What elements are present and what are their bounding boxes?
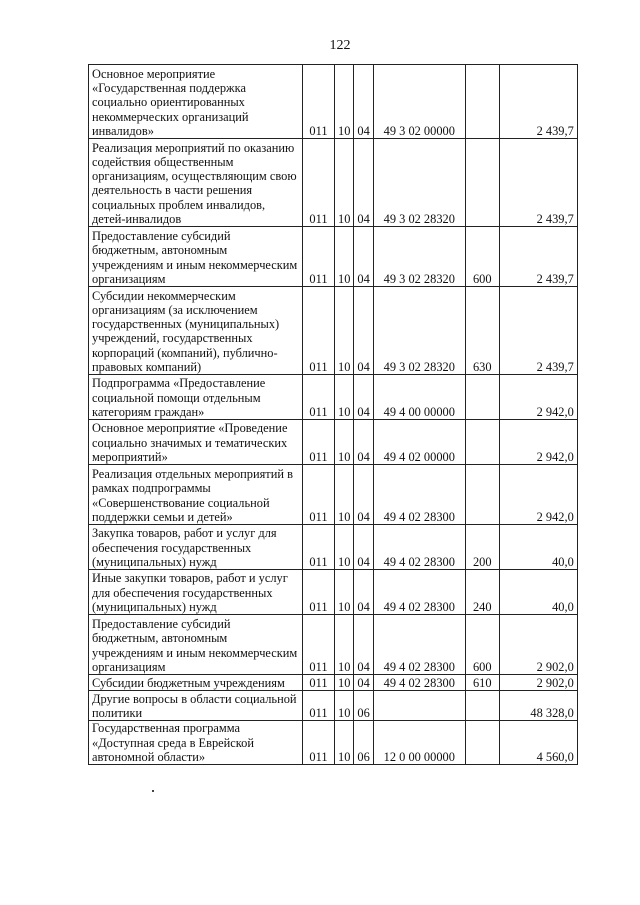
table-row (89, 721, 578, 765)
expense-type-code: 630 (465, 287, 499, 375)
expense-type-code (465, 721, 499, 765)
row-name: Реализация мероприятий по оказанию содействия общественным организациям, осуществляющим свою деятельность в части решения социальных проблем инвалидов, детей-инвалидов (89, 139, 303, 227)
section-code: 10 (335, 691, 354, 721)
expense-type-code (465, 420, 499, 465)
budget-table (88, 64, 578, 765)
amount: 2 439,7 (499, 287, 577, 375)
expense-type-code (465, 691, 499, 721)
expense-type-code: 200 (465, 525, 499, 570)
ministry-code: 011 (303, 721, 335, 765)
ministry-code: 011 (303, 465, 335, 525)
amount: 4 560,0 (499, 721, 577, 765)
section-code: 10 (335, 675, 354, 691)
row-name: Субсидии некоммерческим организациям (за исключением государственных (муниципальных) учреждений, государственных корпораций (компаний), публично-правовых компаний) (89, 287, 303, 375)
ministry-code: 011 (303, 420, 335, 465)
page-number: 122 (329, 38, 351, 53)
row-name: Иные закупки товаров, работ и услуг для обеспечения государственных (муниципальных) нужд (89, 570, 303, 615)
section-code: 10 (335, 227, 354, 287)
table-row (89, 287, 578, 375)
table-row (89, 139, 578, 227)
ministry-code: 011 (303, 227, 335, 287)
target-article-code: 49 4 02 28300 (373, 675, 465, 691)
subsection-code: 06 (354, 721, 373, 765)
row-name: Государственная программа «Доступная среда в Еврейской автономной области» (89, 721, 303, 765)
expense-type-code: 610 (465, 675, 499, 691)
amount: 48 328,0 (499, 691, 577, 721)
table-row (89, 420, 578, 465)
target-article-code: 49 4 02 28300 (373, 465, 465, 525)
amount: 40,0 (499, 570, 577, 615)
target-article-code: 49 4 02 28300 (373, 615, 465, 675)
subsection-code: 04 (354, 615, 373, 675)
subsection-code: 04 (354, 375, 373, 420)
ministry-code: 011 (303, 375, 335, 420)
expense-type-code (465, 139, 499, 227)
scan-speck (152, 790, 154, 792)
target-article-code: 49 3 02 28320 (373, 139, 465, 227)
subsection-code: 04 (354, 570, 373, 615)
ministry-code: 011 (303, 691, 335, 721)
amount: 2 942,0 (499, 465, 577, 525)
target-article-code: 12 0 00 00000 (373, 721, 465, 765)
target-article-code: 49 4 02 28300 (373, 525, 465, 570)
section-code: 10 (335, 420, 354, 465)
subsection-code: 04 (354, 420, 373, 465)
row-name: Другие вопросы в области социальной политики (89, 691, 303, 721)
target-article-code: 49 4 00 00000 (373, 375, 465, 420)
target-article-code: 49 3 02 28320 (373, 287, 465, 375)
row-name: Субсидии бюджетным учреждениям (89, 675, 303, 691)
ministry-code: 011 (303, 139, 335, 227)
subsection-code: 04 (354, 139, 373, 227)
section-code: 10 (335, 525, 354, 570)
amount: 2 439,7 (499, 139, 577, 227)
target-article-code: 49 3 02 00000 (373, 65, 465, 139)
row-name: Предоставление субсидий бюджетным, автономным учреждениям и иным некоммерческим организациям (89, 615, 303, 675)
expense-type-code: 600 (465, 615, 499, 675)
subsection-code: 04 (354, 287, 373, 375)
amount: 2 942,0 (499, 420, 577, 465)
table-row (89, 375, 578, 420)
table-row (89, 465, 578, 525)
target-article-code: 49 4 02 00000 (373, 420, 465, 465)
subsection-code: 04 (354, 465, 373, 525)
subsection-code: 04 (354, 525, 373, 570)
ministry-code: 011 (303, 287, 335, 375)
ministry-code: 011 (303, 525, 335, 570)
section-code: 10 (335, 287, 354, 375)
section-code: 10 (335, 721, 354, 765)
amount: 2 902,0 (499, 615, 577, 675)
row-name: Реализация отдельных мероприятий в рамках подпрограммы «Совершенствование социальной поддержки семьи и детей» (89, 465, 303, 525)
section-code: 10 (335, 65, 354, 139)
subsection-code: 04 (354, 227, 373, 287)
expense-type-code (465, 375, 499, 420)
table-row (89, 691, 578, 721)
target-article-code (373, 691, 465, 721)
section-code: 10 (335, 570, 354, 615)
target-article-code: 49 4 02 28300 (373, 570, 465, 615)
row-name: Закупка товаров, работ и услуг для обеспечения государственных (муниципальных) нужд (89, 525, 303, 570)
expense-type-code: 240 (465, 570, 499, 615)
table-row (89, 570, 578, 615)
table-row (89, 615, 578, 675)
expense-type-code (465, 65, 499, 139)
target-article-code: 49 3 02 28320 (373, 227, 465, 287)
table-row (89, 227, 578, 287)
amount: 40,0 (499, 525, 577, 570)
table-row (89, 65, 578, 139)
amount: 2 439,7 (499, 65, 577, 139)
amount: 2 902,0 (499, 675, 577, 691)
section-code: 10 (335, 139, 354, 227)
subsection-code: 04 (354, 65, 373, 139)
ministry-code: 011 (303, 675, 335, 691)
section-code: 10 (335, 615, 354, 675)
amount: 2 942,0 (499, 375, 577, 420)
section-code: 10 (335, 465, 354, 525)
amount: 2 439,7 (499, 227, 577, 287)
row-name: Основное мероприятие «Государственная поддержка социально ориентированных некоммерческих организаций инвалидов» (89, 65, 303, 139)
ministry-code: 011 (303, 570, 335, 615)
subsection-code: 06 (354, 691, 373, 721)
row-name: Предоставление субсидий бюджетным, автономным учреждениям и иным некоммерческим организациям (89, 227, 303, 287)
expense-type-code: 600 (465, 227, 499, 287)
row-name: Подпрограмма «Предоставление социальной помощи отдельным категориям граждан» (89, 375, 303, 420)
expense-type-code (465, 465, 499, 525)
ministry-code: 011 (303, 615, 335, 675)
subsection-code: 04 (354, 675, 373, 691)
ministry-code: 011 (303, 65, 335, 139)
table-row (89, 675, 578, 691)
section-code: 10 (335, 375, 354, 420)
row-name: Основное мероприятие «Проведение социально значимых и тематических мероприятий» (89, 420, 303, 465)
table-row (89, 525, 578, 570)
